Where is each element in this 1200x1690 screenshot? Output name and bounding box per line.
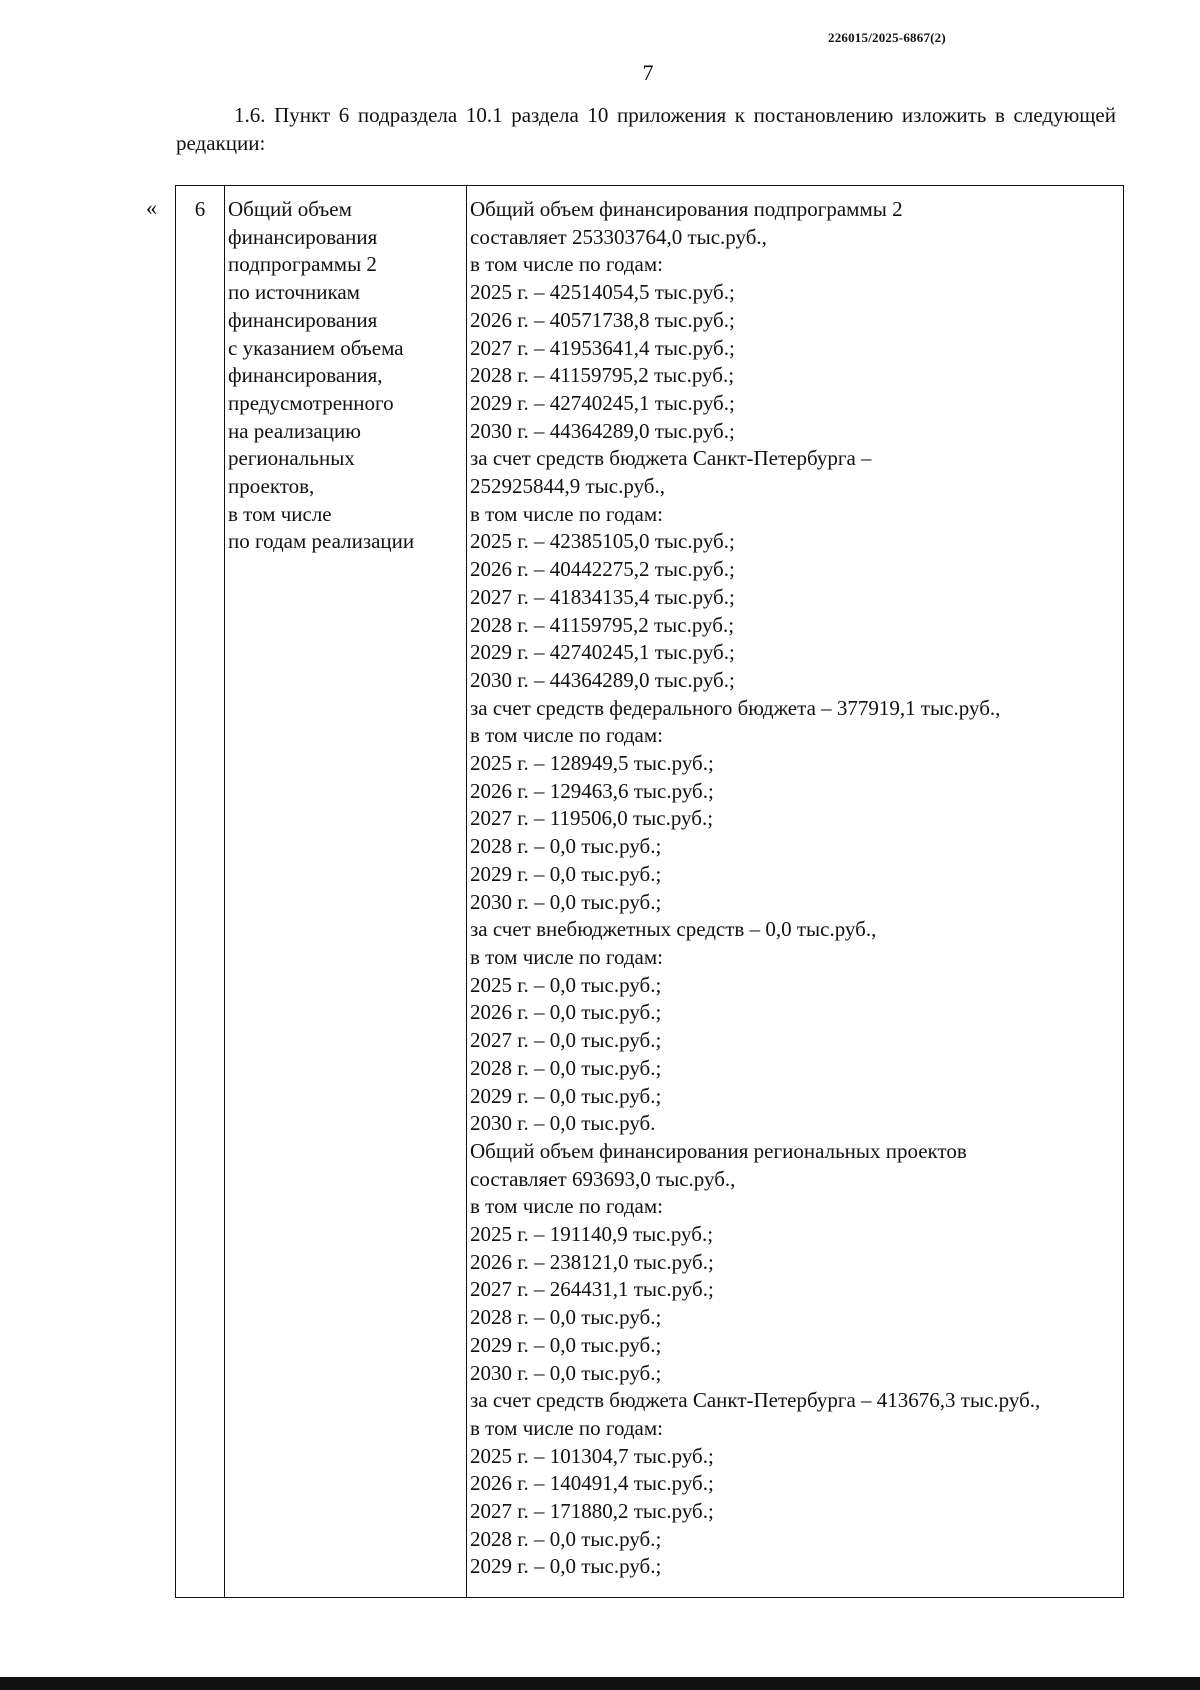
value-line: за счет средств федерального бюджета – 377919,1 тыс.руб.,	[470, 695, 1001, 720]
value-line: в том числе по годам:	[470, 501, 663, 526]
value-line: 2027 г. – 171880,2 тыс.руб.;	[470, 1499, 714, 1524]
value-line: 2030 г. – 0,0 тыс.руб.;	[470, 1360, 662, 1385]
value-line: 2027 г. – 41953641,4 тыс.руб.;	[470, 335, 735, 360]
value-line: 2029 г. – 0,0 тыс.руб.;	[470, 1554, 662, 1579]
column-divider	[466, 186, 467, 1597]
value-line: 2025 г. – 191140,9 тыс.руб.;	[470, 1222, 714, 1247]
value-line: 2028 г. – 0,0 тыс.руб.;	[470, 1526, 662, 1551]
value-line: 2027 г. – 0,0 тыс.руб.;	[470, 1028, 662, 1053]
value-line: 2025 г. – 42514054,5 тыс.руб.;	[470, 280, 735, 305]
value-line: 252925844,9 тыс.руб.,	[470, 474, 665, 499]
opening-quote-mark: «	[146, 195, 157, 220]
value-line: Общий объем финансирования подпрограммы 2	[470, 197, 903, 221]
value-line: 2026 г. – 40442275,2 тыс.руб.;	[470, 557, 735, 582]
value-line: 2029 г. – 0,0 тыс.руб.;	[470, 1083, 662, 1108]
row-number-cell: 6	[194, 197, 206, 221]
value-line: 2025 г. – 0,0 тыс.руб.;	[470, 972, 662, 997]
financing-table	[175, 185, 1124, 1598]
value-line: 2028 г. – 41159795,2 тыс.руб.;	[470, 612, 735, 637]
value-line: в том числе по годам:	[470, 1415, 663, 1440]
value-line: составляет 253303764,0 тыс.руб.,	[470, 224, 767, 249]
name-line: подпрограммы 2	[228, 252, 377, 277]
value-line: 2026 г. – 0,0 тыс.руб.;	[470, 1000, 662, 1025]
document-id: 226015/2025-6867(2)	[828, 30, 946, 45]
value-line: 2027 г. – 41834135,4 тыс.руб.;	[470, 584, 735, 609]
value-line: 2025 г. – 101304,7 тыс.руб.;	[470, 1443, 714, 1468]
value-line: 2025 г. – 128949,5 тыс.руб.;	[470, 751, 714, 776]
value-line: 2030 г. – 0,0 тыс.руб.	[470, 1111, 656, 1136]
value-line: 2026 г. – 238121,0 тыс.руб.;	[470, 1249, 714, 1274]
name-line: с указанием объема	[228, 335, 404, 360]
value-line: 2030 г. – 44364289,0 тыс.руб.;	[470, 667, 735, 692]
value-line: в том числе по годам:	[470, 252, 663, 277]
name-line: финансирования,	[228, 363, 383, 388]
value-line: 2028 г. – 0,0 тыс.руб.;	[470, 1055, 662, 1080]
value-line: 2028 г. – 0,0 тыс.руб.;	[470, 1305, 662, 1330]
value-line: 2030 г. – 0,0 тыс.руб.;	[470, 889, 662, 914]
name-line: по годам реализации	[228, 529, 415, 554]
value-line: 2028 г. – 41159795,2 тыс.руб.;	[470, 363, 735, 388]
value-line: составляет 693693,0 тыс.руб.,	[470, 1166, 736, 1191]
value-line: за счет средств бюджета Санкт-Петербурга – 413676,3 тыс.руб.,	[470, 1388, 1041, 1413]
name-line: проектов,	[228, 474, 315, 499]
value-line: 2027 г. – 119506,0 тыс.руб.;	[470, 806, 714, 831]
value-line: 2029 г. – 42740245,1 тыс.руб.;	[470, 390, 735, 415]
name-line: в том числе	[228, 501, 332, 526]
page-number: 7	[642, 60, 654, 85]
name-line: на реализацию	[228, 418, 361, 443]
name-line: региональных	[228, 446, 355, 471]
scan-bottom-edge	[0, 1677, 1200, 1690]
value-line: 2029 г. – 0,0 тыс.руб.;	[470, 1332, 662, 1357]
name-line: предусмотренного	[228, 390, 394, 415]
value-line: в том числе по годам:	[470, 944, 663, 969]
value-line: 2029 г. – 42740245,1 тыс.руб.;	[470, 640, 735, 665]
value-line: за счет внебюджетных средств – 0,0 тыс.руб.,	[470, 917, 877, 942]
name-line: по источникам	[228, 280, 360, 305]
value-line: 2026 г. – 40571738,8 тыс.руб.;	[470, 307, 735, 332]
value-line: за счет средств бюджета Санкт-Петербурга –	[470, 446, 872, 471]
value-line: 2026 г. – 140491,4 тыс.руб.;	[470, 1471, 714, 1496]
value-line: 2028 г. – 0,0 тыс.руб.;	[470, 834, 662, 859]
value-line: 2026 г. – 129463,6 тыс.руб.;	[470, 778, 714, 803]
intro-paragraph: 1.6. Пункт 6 подраздела 10.1 раздела 10 приложения к постановлению изложить в следующей редакции:	[176, 103, 1116, 155]
name-line: финансирования	[228, 307, 378, 332]
value-line: 2030 г. – 44364289,0 тыс.руб.;	[470, 418, 735, 443]
column-divider	[224, 186, 225, 1597]
value-line: Общий объем финансирования региональных проектов	[470, 1138, 967, 1163]
row-name-cell	[228, 196, 464, 556]
value-line: в том числе по годам:	[470, 723, 663, 748]
value-line: 2027 г. – 264431,1 тыс.руб.;	[470, 1277, 714, 1302]
name-line: финансирования	[228, 224, 378, 249]
value-line: 2029 г. – 0,0 тыс.руб.;	[470, 861, 662, 886]
value-line: 2025 г. – 42385105,0 тыс.руб.;	[470, 529, 735, 554]
name-line: Общий объем	[228, 197, 352, 221]
row-value-cell	[470, 196, 1122, 1581]
value-line: в том числе по годам:	[470, 1194, 663, 1219]
